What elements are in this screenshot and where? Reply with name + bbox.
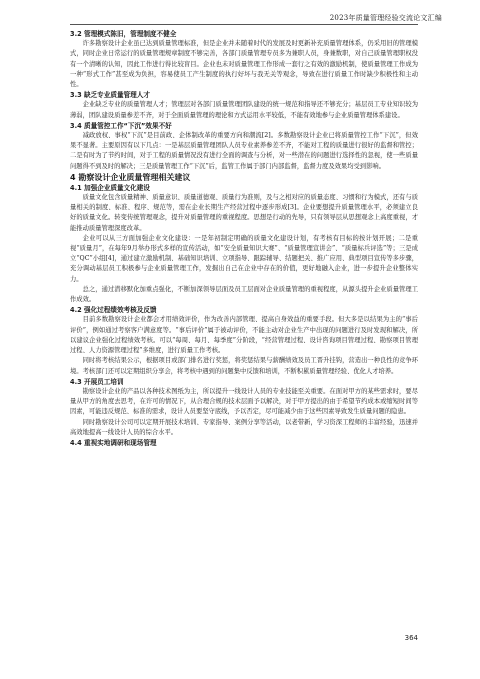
- section-heading: 3.2 管理模式陈旧，管理制度不健全: [70, 30, 177, 38]
- section-heading: 4.2 强化过程绩效考核及反馈: [70, 306, 157, 315]
- running-header: 2023年质量管理经验交流论文汇编: [329, 14, 442, 22]
- paragraph: 质量文化包含质量精神、质量意识、质量道德观、质量行为准则，及与之相对应的质量态度、习惯和行为模式，还有与质量相关的制度、标准、程序、规范等，需在企业长期生产经营过程中逐步形成[3]。企业要想提升质量管理水平，必须建立良好的质量文化。转变传统管理观念，提升对质量管理的重视程度。思想是行动的先导，只有领导层从思想观念上高度重视，才能推动质量管理深度改革。: [70, 194, 418, 232]
- paragraph: 目前多数勘察设计企业都会才用绩效评价，作为改善内部管理、提高自身效益的重要手段。但大多是以结果为主的“事后评价”，例如通过考察客户满意度等。“事后评价”属于被动评价，不能主动对企业生产中出现的问题进行及时发现和解决，所以建议企业强化过程绩效考核。可以“每周、每月、每季度”分阶段，“经营管理过程、设计咨询项目管理过程、勘察项目管理过程、人力资源管理过程”多维度，进行质量工作考核。: [70, 316, 418, 355]
- header-rule: [70, 24, 418, 25]
- section-heading: 4.1 加强企业质量文化建设: [70, 183, 150, 192]
- section-heading: 4.3 开展员工培训: [70, 377, 124, 386]
- paragraph: 同时将考核结果公示，根据项目或部门排名进行奖惩，将奖惩结果与薪酬绩效及员工晋升挂钩，营造出一种良性的竞争环境。考核部门还可以定期组织分享会，将考核中遇到的问题集中反馈和培训，不断积累质量管理经验、优化人才培养。: [70, 357, 418, 375]
- paragraph: 企业缺乏专业的质量管理人才；管理层对各部门质量管理团队建设的统一规范和指导还不够充分；基层员工专业知识较为薄弱，团队建设质量参差不齐，对于全面质量管理的理论和方式运用水平较低，不能有效地参与企业质量管理体系建设。: [70, 101, 418, 119]
- paragraph: 减政放权、事权“下沉”是目前政、企体制改革的重要方向和潮流[2]。多数勘察设计企业已将质量管控工作“下沉”，但效果不显著。主要原因有以下几点：一是基层质量管理团队人员专业素养参差不齐，不能对工程的质量进行很好的监督和管控；二是有时为了节约时间，对于工程的质量情况没有进行全面的调查与分析，对一些潜在的问题进行选择性的忽视，使一些质量问题得不到及时的解决；三是质量管理工作“下沉”后，监管工作属于部门内部监督，监督力度及效果均受到影响。: [70, 132, 418, 170]
- paragraph: 同时勘察设计公司可以定期开展技术培训、专家指导、案例分享等活动，以老带新，学习资深工程师的丰富经验，迅速并高效地提高一线设计人员的综合水平。: [70, 418, 418, 436]
- page-number: 364: [404, 634, 418, 642]
- paragraph: 企业可以从三方面加强企业文化建设：一是年初制定明确的质量文化建设计划，有考核有目标的按计划开展；二是重视“质量月”，在每年9月举办形式多样的宣传活动，如“安全质量知识大赛”、“质量管理宣讲会”、“质量标兵评选”等；三是成立“QC”小组[4]，通过建立激励机制、基础知识培训、立项指导、跟踪辅导、结题把关、推广应用、典型项目宣传等多步骤，充分调动基层员工积极参与企业质量管理工作，发掘出自己在企业中存在的价值，更好地融入企业，进一步提升企业整体实力。: [70, 234, 418, 283]
- paragraph: 许多勘察设计企业虽已达到质量管理标准，但是企业并未随着时代的发展及时更新补充质量管理体系，仍采用旧的管理模式，同时企业日常运行的质量管理规章制度不够完善，各部门质量管理专员多为兼职人员，身兼数职，对自己质量管理职权没有一个清晰的认知，因此工作进行得比较盲目。企业也未对质量管理工作形成一套行之有效的激励机制，使质量管理工作成为一种“形式工作”甚至成为负担，容易使员工产生制度的执行好坏与我无关等观念，导致在进行质量工作时缺少积极性和主动性。: [70, 40, 418, 89]
- section-heading: 3.3 缺乏专业质量管理人才: [70, 91, 150, 100]
- section-heading: 3.4 质量管控工作“下沉”效果不好: [70, 121, 172, 130]
- paragraph: 总之，通过潜移默化加重点强化，不断加深领导层面及员工层面对企业质量管理的重视程度，从源头提升企业质量管理工作成效。: [70, 285, 418, 304]
- body-content: [70, 29, 418, 448]
- section-heading: 4.4 重视实地调研和现场管理: [70, 438, 157, 447]
- paragraph: 勘察设计企业的产品以各种技术图纸为主，所以提升一线设计人员的专业技能至关重要。在面对甲方的某些需求时，要尽量从甲方的角度去思考，在许可的情况下，从合理合规的技术层面予以解决，对于甲方提出的由于希望节约成本或缩短时间等因素，可能违反规范、标准的需求，设计人员要坚守底线，予以否定，尽可能减少由于这些因素导致发生质量问题的隐患。: [70, 387, 418, 416]
- chapter-heading: 4 勘察设计企业质量管理相关建议: [70, 172, 191, 182]
